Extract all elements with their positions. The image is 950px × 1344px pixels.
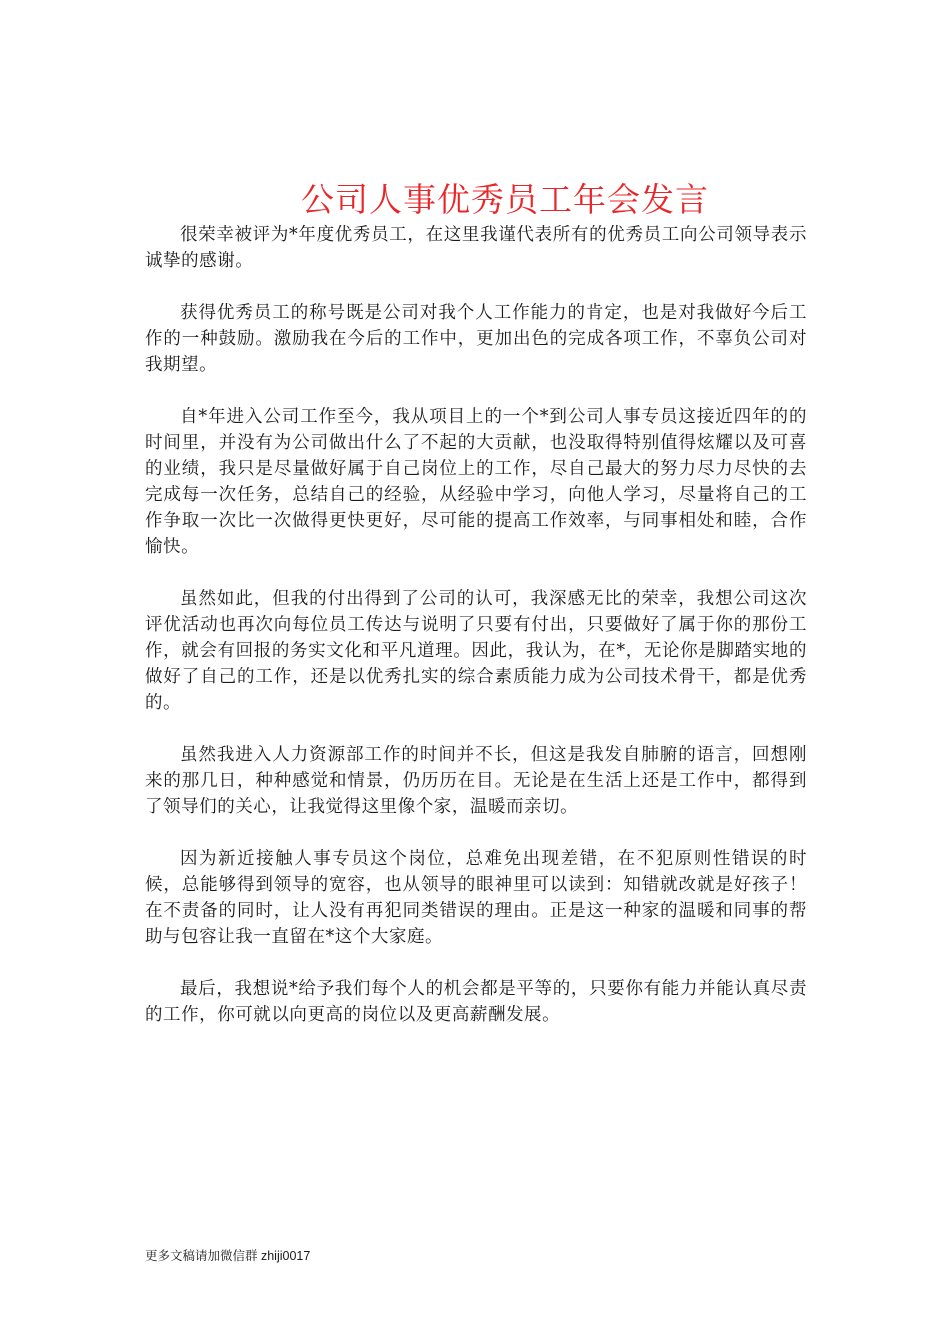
paragraph-1: 很荣幸被评为*年度优秀员工，在这里我谨代表所有的优秀员工向公司领导表示诚挚的感谢。 [145, 225, 807, 271]
paragraph-2: 获得优秀员工的称号既是公司对我个人工作能力的肯定，也是对我做好今后工作的一种鼓励。激励我在今后的工作中，更加出色的完成各项工作，不辜负公司对我期望。 [145, 303, 807, 375]
paragraph-6: 因为新近接触人事专员这个岗位，总难免出现差错，在不犯原则性错误的时候，总能够得到领导的宽容，也从领导的眼神里可以读到：知错就改就是好孩子！在不责备的同时，让人没有再犯同类错误的理由。正是这一种家的温暖和同事的帮助与包容让我一直留在*这个大家庭。 [145, 849, 807, 947]
paragraph-7: 最后，我想说*给予我们每个人的机会都是平等的，只要你有能力并能认真尽责的工作，你可就以向更高的岗位以及更高薪酬发展。 [145, 979, 807, 1025]
document-body [145, 222, 807, 1054]
paragraph-4: 虽然如此，但我的付出得到了公司的认可，我深感无比的荣幸，我想公司这次评优活动也再次向每位员工传达与说明了只要有付出，只要做好了属于你的那份工作，就会有回报的务实文化和平凡道理。因此，我认为，在*，无论你是脚踏实地的做好了自己的工作，还是以优秀扎实的综合素质能力成为公司技术骨干，都是优秀的。 [145, 589, 807, 713]
paragraph-3: 自*年进入公司工作至今，我从项目上的一个*到公司人事专员这接近四年的的时间里，并没有为公司做出什么了不起的大贡献，也没取得特别值得炫耀以及可喜的业绩，我只是尽量做好属于自己岗位上的工作，尽自己最大的努力尽力尽快的去完成每一次任务，总结自己的经验，从经验中学习，向他人学习，尽量将自己的工作争取一次比一次做得更快更好，尽可能的提高工作效率，与同事相处和睦，合作愉快。 [145, 407, 807, 557]
paragraph-5: 虽然我进入人力资源部工作的时间并不长，但这是我发自肺腑的语言，回想刚来的那几日，种种感觉和情景，仍历历在目。无论是在生活上还是工作中，都得到了领导们的关心，让我觉得这里像个家，温暖而亲切。 [145, 745, 807, 817]
document-title: 公司人事优秀员工年会发言 [301, 180, 709, 220]
footer-note: 更多文稿请加微信群 zhiji0017 [145, 1249, 311, 1263]
